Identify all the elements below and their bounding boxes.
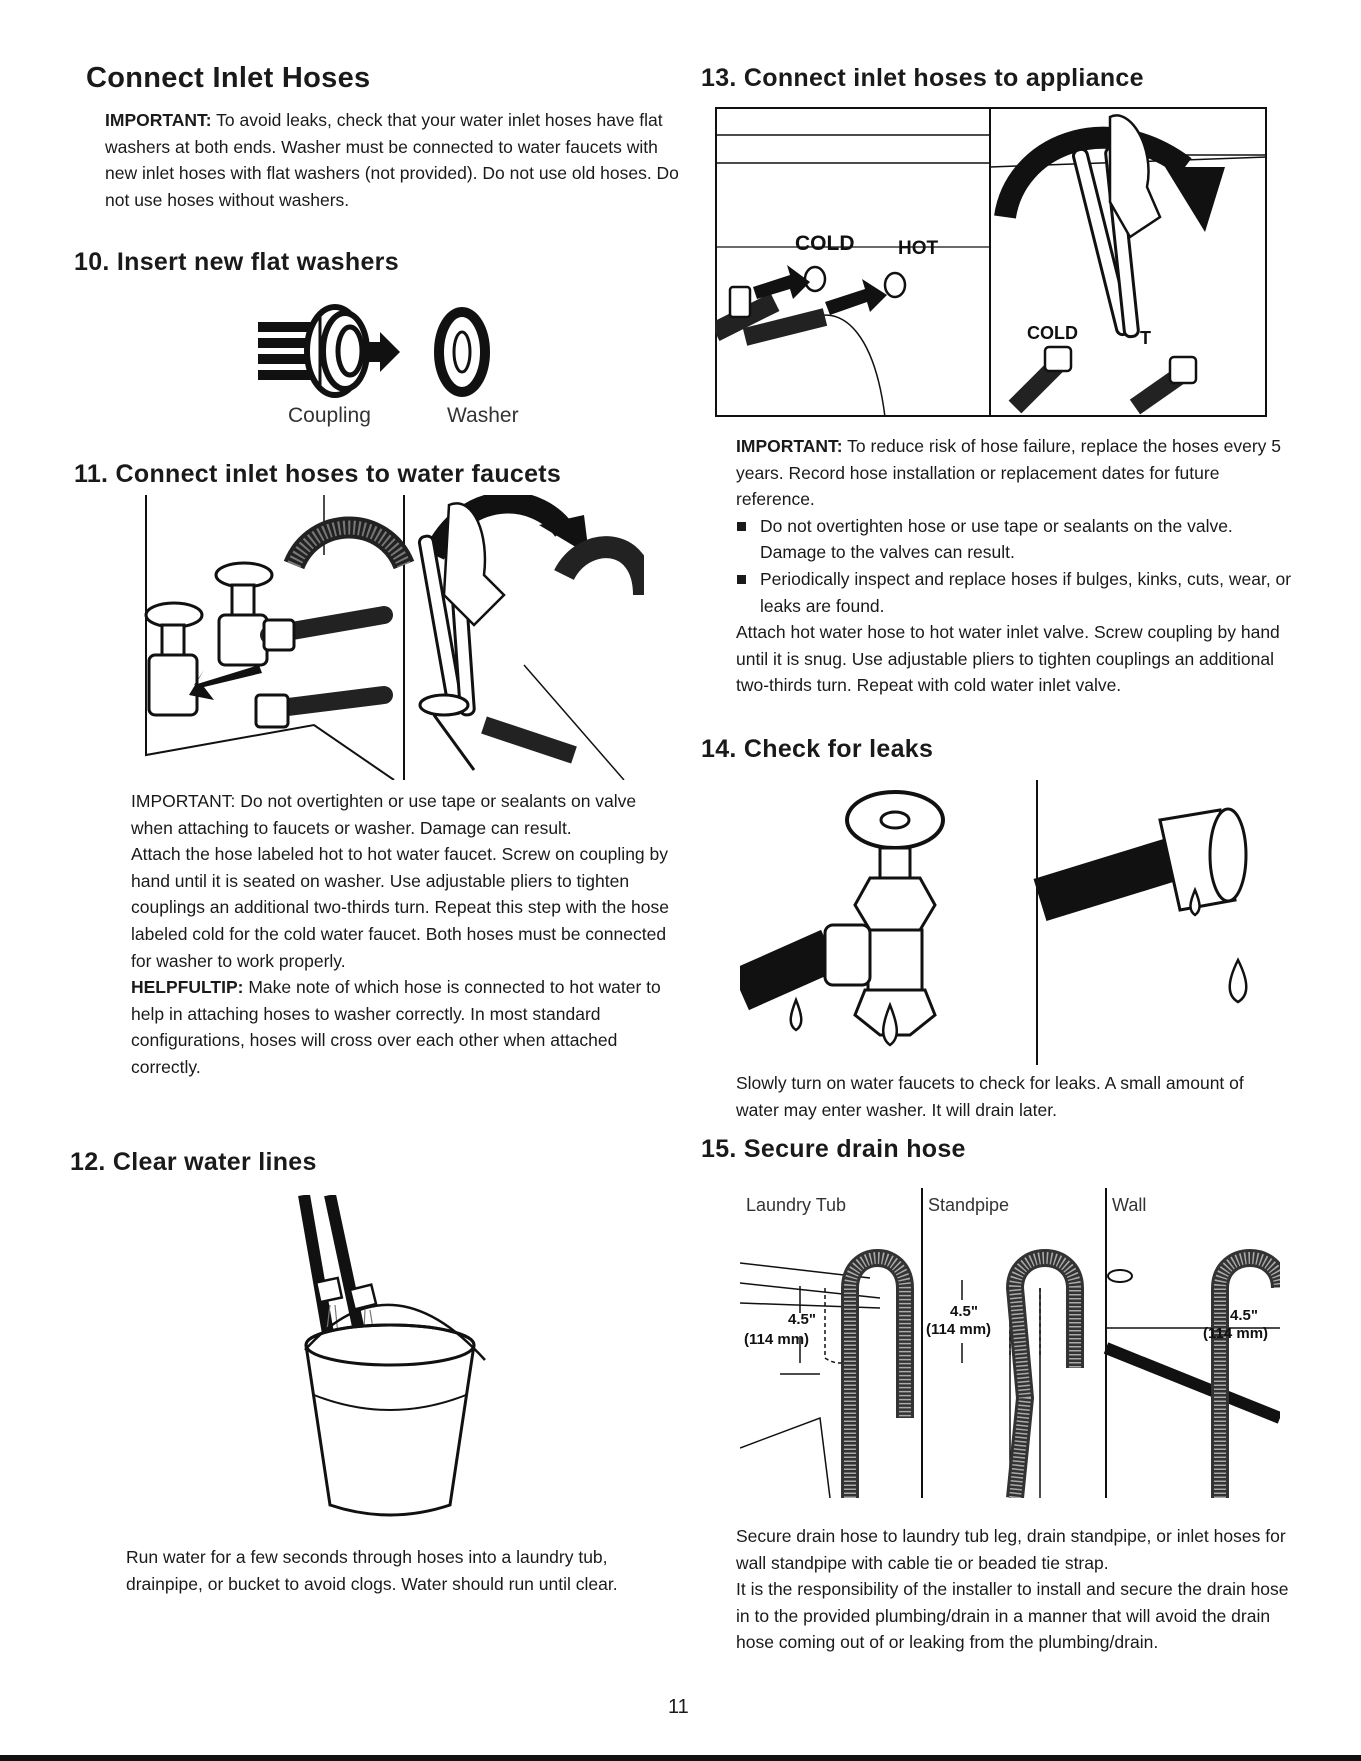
arrow-left-icon	[189, 665, 262, 700]
leak-check-illustration	[740, 780, 1280, 1065]
measure-mm: (114 mm)	[744, 1331, 810, 1348]
step-13-important-text: To reduce risk of hose failure, replace the hoses every 5 years. Record hose installation or replacement dates for future reference.	[736, 436, 1281, 510]
faucet-connection-illustration	[144, 495, 644, 780]
valve-icon	[847, 792, 943, 1035]
measure-inches: 4.5"	[950, 1303, 978, 1320]
cold-label: COLD	[795, 232, 855, 255]
list-item: Periodically inspect and replace hoses if bulges, kinks, cuts, wear, or leaks are found.	[736, 566, 1296, 619]
coupling-label: Coupling	[288, 404, 371, 427]
step-14-title: 14. Check for leaks	[701, 735, 934, 763]
coupling-washer-illustration	[250, 282, 540, 432]
page-title: Connect Inlet Hoses	[86, 62, 371, 94]
step-13-title: 13. Connect inlet hoses to appliance	[701, 64, 1144, 92]
step-15-text-1: Secure drain hose to laundry tub leg, drain standpipe, or inlet hoses for wall standpipe with cable tie or beaded tie strap.	[736, 1526, 1286, 1573]
step-11-instructions: Attach the hose labeled hot to hot water faucet. Screw on coupling by hand until it is seated on washer. Use adjustable pliers to tighten couplings an additional two-thirds turn. Repeat this step with the hose labeled cold for the cold water faucet. Both hoses must be connected for washer to work properly.	[131, 844, 669, 971]
panel-label-wall: Wall	[1112, 1195, 1147, 1215]
bucket-icon	[305, 1305, 485, 1515]
important-label: IMPORTANT:	[105, 110, 212, 130]
panel-label-laundry-tub: Laundry Tub	[746, 1195, 847, 1215]
helpful-tip-label: HELPFULTIP:	[131, 977, 244, 998]
cold-label-2: COLD	[1027, 323, 1078, 343]
measure-inches: 4.5"	[788, 1311, 816, 1328]
step-13-bullets	[736, 513, 1296, 619]
step-11-text	[131, 788, 671, 1081]
step-10-title: 10. Insert new flat washers	[74, 248, 399, 276]
step-11-important: IMPORTANT: Do not overtighten or use tape or sealants on valve when attaching to faucets or washer. Damage can result.	[131, 791, 637, 838]
panel-label-standpipe: Standpipe	[928, 1195, 1010, 1215]
step-15-text-2: It is the responsibility of the installer to install and secure the drain hose in to the provided plumbing/drain in a manner that will avoid the drain hose coming out of or leaking from the plumbing/drain.	[736, 1579, 1289, 1653]
step-13-instructions: Attach hot water hose to hot water inlet valve. Screw coupling by hand until it is snug. Use adjustable pliers to tighten couplings an additional two-thirds turn. Repeat with cold water inlet valve.	[736, 622, 1280, 696]
washer-label: Washer	[447, 404, 519, 427]
washer-icon	[439, 312, 485, 392]
step-13-important-label: IMPORTANT:	[736, 436, 843, 456]
valve-icon	[216, 563, 272, 665]
helpful-tip-text: Make note of which hose is connected to hot water to help in attaching hoses to washer correctly. In most standard configurations, hoses will cross over each other when attached correctly.	[131, 977, 661, 1077]
step-15-title: 15. Secure drain hose	[701, 1135, 966, 1163]
page-number: 11	[668, 1696, 689, 1718]
step-13-text	[736, 433, 1296, 699]
coupling-icon	[258, 307, 367, 395]
water-drop-icon	[791, 1000, 802, 1030]
important-text: To avoid leaks, check that your water inlet hoses have flat washers at both ends. Washer must be connected to water faucets with new inlet hoses with flat washers (not provided). Do not use old hoses. Do not use hoses without washers.	[105, 110, 679, 210]
drain-hose-illustration	[740, 1188, 1280, 1498]
measure-inches: 4.5"	[1230, 1307, 1258, 1324]
valve-icon	[146, 603, 202, 715]
bucket-illustration	[290, 1195, 510, 1520]
intro-important	[105, 107, 680, 213]
list-item: Do not overtighten hose or use tape or sealants on the valve. Damage to the valves can result.	[736, 513, 1296, 566]
step-12-text: Run water for a few seconds through hoses into a laundry tub, drainpipe, or bucket to avoid clogs. Water should run until clear.	[126, 1547, 618, 1594]
water-drop-icon	[1230, 960, 1247, 1002]
measure-mm: (114 mm)	[926, 1321, 992, 1338]
step-14-text: Slowly turn on water faucets to check for leaks. A small amount of water may enter washer. It will drain later.	[736, 1073, 1244, 1120]
step-11-title: 11. Connect inlet hoses to water faucets	[74, 460, 562, 488]
appliance-connection-illustration	[715, 107, 1267, 417]
measure-mm: (114 mm)	[1203, 1325, 1269, 1342]
step-12-title: 12. Clear water lines	[70, 1148, 317, 1176]
hot-label-2: T	[1140, 328, 1151, 348]
step-15-text	[736, 1523, 1301, 1656]
hot-label: HOT	[898, 238, 939, 259]
footer-rule	[0, 1755, 1361, 1761]
